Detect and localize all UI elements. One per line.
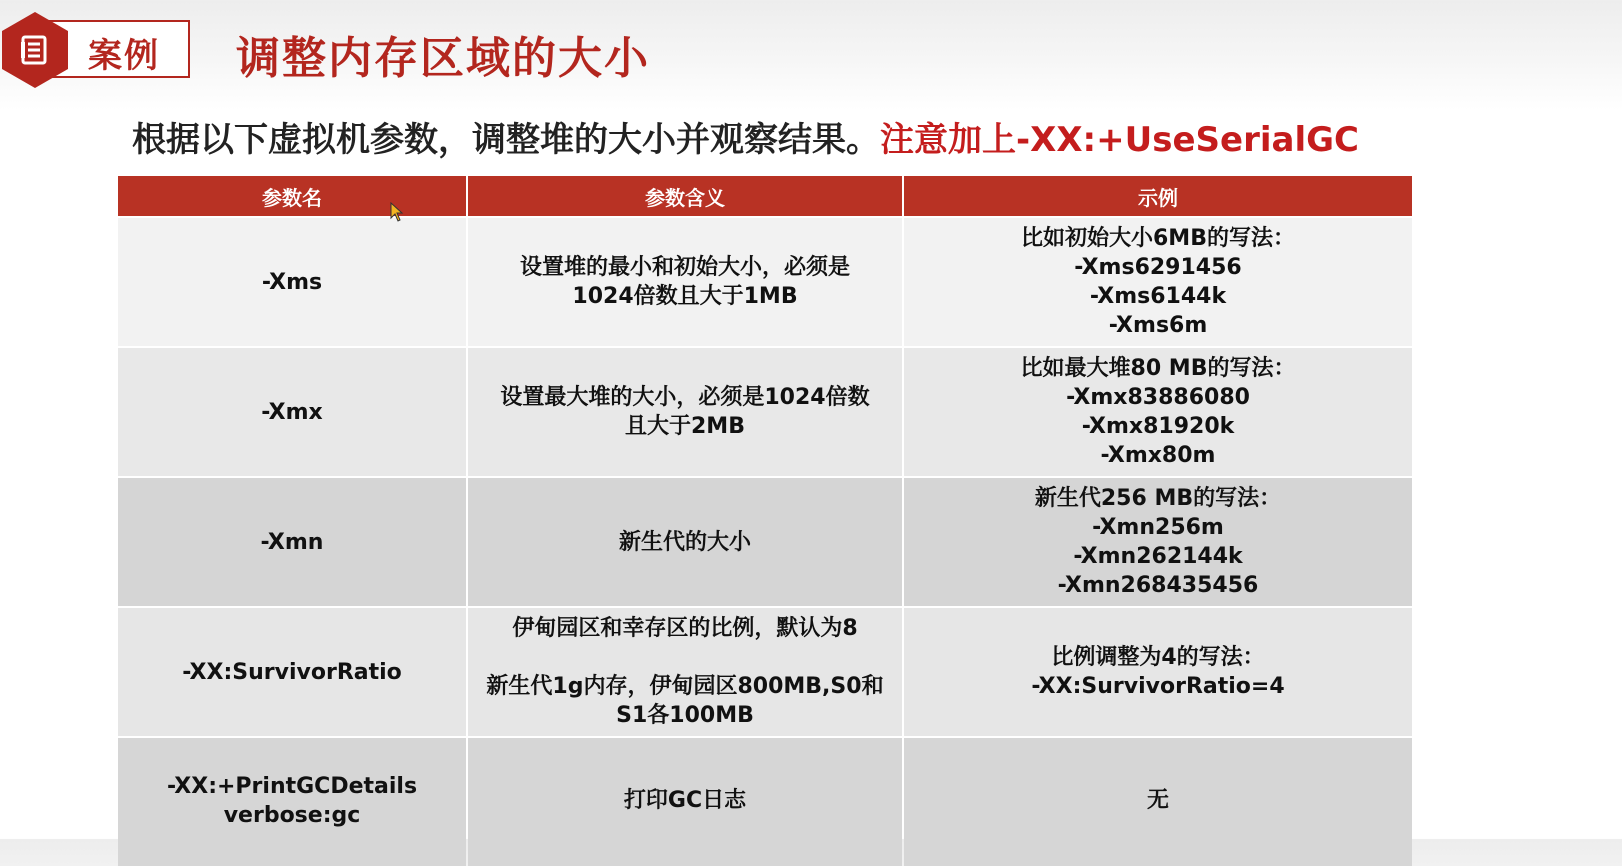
table-row — [118, 608, 1412, 736]
param-name-cell — [118, 348, 466, 476]
example-line: 比例调整为4的写法： — [1051, 645, 1265, 670]
example-cell — [904, 218, 1412, 346]
param-name: -XX:SurvivorRatio — [182, 659, 402, 685]
example-line: 无 — [1146, 788, 1169, 813]
example-line: -Xms6144k — [1089, 284, 1227, 309]
example-line: -Xmn268435456 — [1057, 573, 1259, 598]
meaning-line: 且大于2MB — [625, 414, 745, 439]
meaning-line: 打印GC日志 — [623, 788, 747, 813]
param-name-cell — [118, 218, 466, 346]
param-name: -Xmx — [261, 399, 323, 425]
example-line: 比如初始大小6MB的写法： — [1021, 226, 1295, 251]
meaning-line: 1024倍数且大于1MB — [572, 284, 798, 309]
header-param-meaning: 参数含义 — [468, 176, 902, 216]
table-body — [118, 218, 1412, 866]
param-meaning-cell — [468, 738, 902, 866]
example-cell — [904, 738, 1412, 866]
param-meaning-cell — [468, 478, 902, 606]
meaning-line: 新生代1g内存，伊甸园区800MB,S0和 — [486, 674, 884, 699]
meaning-line: 设置堆的最小和初始大小，必须是 — [519, 255, 850, 280]
param-name-cell — [118, 478, 466, 606]
meaning-line: 伊甸园区和幸存区的比例，默认为8 — [512, 616, 858, 641]
mouse-cursor-icon — [390, 202, 404, 222]
example-line: -Xms6m — [1108, 313, 1208, 338]
example-line: 新生代256 MB的写法： — [1034, 486, 1282, 511]
param-name: verbose:gc — [223, 803, 361, 828]
example-line: 比如最大堆80 MB的写法： — [1020, 356, 1296, 381]
section-badge — [2, 20, 190, 80]
param-name: -Xmn — [260, 529, 324, 555]
example-line: -Xmx81920k — [1081, 414, 1235, 439]
example-line: -Xmn262144k — [1073, 544, 1243, 569]
param-name-cell — [118, 608, 466, 736]
table-row — [118, 478, 1412, 606]
instruction-note: 注意加上-XX:+UseSerialGC — [880, 120, 1359, 160]
example-line: -XX:SurvivorRatio=4 — [1031, 674, 1285, 699]
param-name-cell — [118, 738, 466, 866]
param-meaning-cell — [468, 348, 902, 476]
example-line: -Xmn256m — [1092, 515, 1224, 540]
param-name: -XX:+PrintGCDetails — [166, 774, 418, 799]
example-line: -Xmx83886080 — [1066, 385, 1250, 410]
table-row — [118, 218, 1412, 346]
param-meaning-cell — [468, 218, 902, 346]
example-cell — [904, 348, 1412, 476]
table-header-row — [118, 176, 1412, 216]
param-meaning-cell — [468, 608, 902, 736]
badge-label: 案例 — [88, 36, 160, 76]
header-param-name: 参数名 — [118, 176, 466, 216]
jvm-params-table — [118, 176, 1412, 866]
meaning-line: S1各100MB — [616, 703, 754, 728]
meaning-line: 设置最大堆的大小，必须是1024倍数 — [500, 385, 870, 410]
example-line: -Xmx80m — [1100, 443, 1216, 468]
example-cell — [904, 608, 1412, 736]
example-cell — [904, 478, 1412, 606]
header-example: 示例 — [904, 176, 1412, 216]
table-row — [118, 348, 1412, 476]
instruction-text — [132, 112, 1359, 161]
param-name: -Xms — [261, 269, 323, 295]
instruction-main: 根据以下虚拟机参数，调整堆的大小并观察结果。 — [132, 120, 880, 160]
page-title: 调整内存区域的大小 — [236, 33, 650, 84]
example-line: -Xms6291456 — [1074, 255, 1242, 280]
meaning-line: 新生代的大小 — [618, 529, 751, 555]
table-row — [118, 738, 1412, 866]
